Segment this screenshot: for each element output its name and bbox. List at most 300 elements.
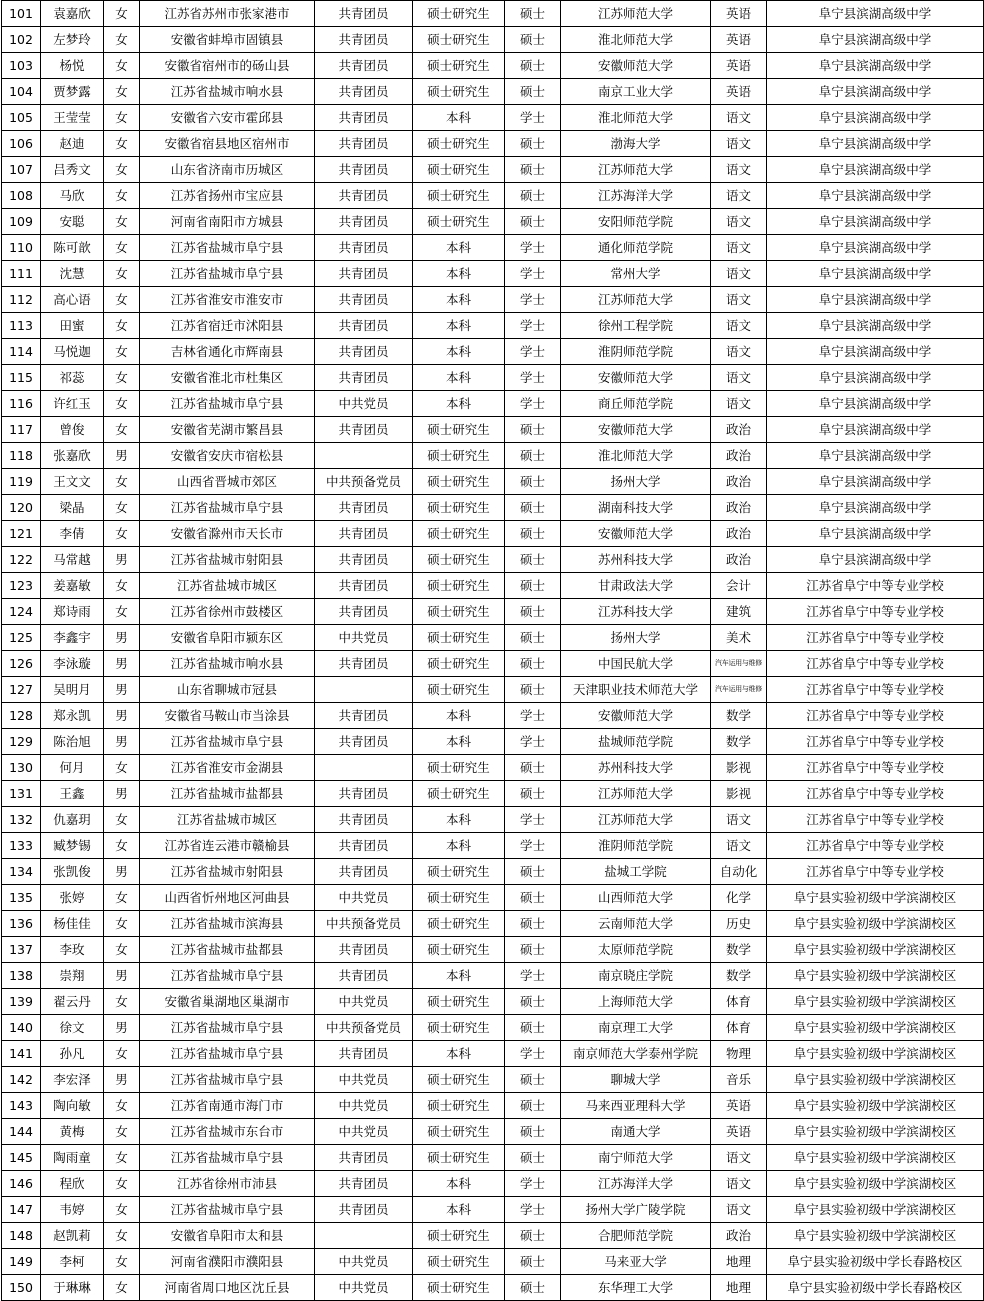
name-cell: 王莹莹	[41, 105, 104, 131]
subject-cell: 体育	[711, 989, 767, 1015]
education-cell: 硕士研究生	[413, 911, 505, 937]
university-cell: 安徽师范大学	[561, 521, 711, 547]
education-cell: 硕士研究生	[413, 781, 505, 807]
subject-cell: 语文	[711, 807, 767, 833]
name-cell: 袁嘉欣	[41, 1, 104, 27]
gender-cell: 男	[104, 703, 140, 729]
degree-cell: 硕士	[505, 625, 561, 651]
name-cell: 孙凡	[41, 1041, 104, 1067]
row-number: 118	[2, 443, 41, 469]
political-status-cell: 共青团员	[315, 1, 413, 27]
row-number: 133	[2, 833, 41, 859]
school-cell: 阜宁县实验初级中学长春路校区	[767, 1275, 984, 1301]
table-row	[2, 911, 984, 937]
university-cell: 太原师范学院	[561, 937, 711, 963]
education-cell: 本科	[413, 1171, 505, 1197]
university-cell: 东华理工大学	[561, 1275, 711, 1301]
education-cell: 硕士研究生	[413, 157, 505, 183]
university-cell: 扬州大学	[561, 469, 711, 495]
school-cell: 阜宁县滨湖高级中学	[767, 157, 984, 183]
name-cell: 吴明月	[41, 677, 104, 703]
origin-cell: 江苏省盐城市阜宁县	[140, 235, 315, 261]
subject-cell: 数学	[711, 963, 767, 989]
degree-cell: 硕士	[505, 209, 561, 235]
row-number: 146	[2, 1171, 41, 1197]
school-cell: 江苏省阜宁中等专业学校	[767, 833, 984, 859]
school-cell: 阜宁县滨湖高级中学	[767, 105, 984, 131]
table-row	[2, 1249, 984, 1275]
name-cell: 郑永凯	[41, 703, 104, 729]
subject-cell: 政治	[711, 547, 767, 573]
roster-body	[2, 1, 984, 1301]
origin-cell: 河南省南阳市方城县	[140, 209, 315, 235]
row-number: 109	[2, 209, 41, 235]
table-row	[2, 963, 984, 989]
political-status-cell: 共青团员	[315, 27, 413, 53]
origin-cell: 江苏省徐州市沛县	[140, 1171, 315, 1197]
political-status-cell: 共青团员	[315, 1145, 413, 1171]
school-cell: 阜宁县滨湖高级中学	[767, 521, 984, 547]
political-status-cell: 中共党员	[315, 885, 413, 911]
political-status-cell: 共青团员	[315, 209, 413, 235]
subject-cell: 语文	[711, 313, 767, 339]
table-row	[2, 989, 984, 1015]
gender-cell: 女	[104, 911, 140, 937]
school-cell: 江苏省阜宁中等专业学校	[767, 755, 984, 781]
education-cell: 硕士研究生	[413, 131, 505, 157]
gender-cell: 男	[104, 547, 140, 573]
university-cell: 安阳师范学院	[561, 209, 711, 235]
origin-cell: 安徽省安庆市宿松县	[140, 443, 315, 469]
political-status-cell: 共青团员	[315, 651, 413, 677]
row-number: 125	[2, 625, 41, 651]
origin-cell: 河南省濮阳市濮阳县	[140, 1249, 315, 1275]
education-cell: 硕士研究生	[413, 1275, 505, 1301]
row-number: 142	[2, 1067, 41, 1093]
table-row	[2, 1, 984, 27]
school-cell: 阜宁县滨湖高级中学	[767, 495, 984, 521]
gender-cell: 女	[104, 131, 140, 157]
degree-cell: 硕士	[505, 1223, 561, 1249]
gender-cell: 女	[104, 365, 140, 391]
degree-cell: 学士	[505, 1171, 561, 1197]
name-cell: 左梦玲	[41, 27, 104, 53]
origin-cell: 江苏省南通市海门市	[140, 1093, 315, 1119]
name-cell: 沈慧	[41, 261, 104, 287]
subject-cell: 英语	[711, 1093, 767, 1119]
gender-cell: 女	[104, 261, 140, 287]
origin-cell: 江苏省盐城市盐都县	[140, 781, 315, 807]
degree-cell: 学士	[505, 313, 561, 339]
school-cell: 阜宁县实验初级中学滨湖校区	[767, 1119, 984, 1145]
row-number: 139	[2, 989, 41, 1015]
table-row	[2, 1015, 984, 1041]
political-status-cell: 共青团员	[315, 131, 413, 157]
table-row	[2, 599, 984, 625]
subject-cell: 语文	[711, 833, 767, 859]
school-cell: 江苏省阜宁中等专业学校	[767, 781, 984, 807]
origin-cell: 江苏省扬州市宝应县	[140, 183, 315, 209]
table-row	[2, 547, 984, 573]
table-row	[2, 703, 984, 729]
school-cell: 江苏省阜宁中等专业学校	[767, 651, 984, 677]
subject-cell: 政治	[711, 417, 767, 443]
gender-cell: 女	[104, 53, 140, 79]
degree-cell: 学士	[505, 105, 561, 131]
degree-cell: 硕士	[505, 1145, 561, 1171]
subject-cell: 政治	[711, 521, 767, 547]
origin-cell: 江苏省盐城市阜宁县	[140, 1197, 315, 1223]
gender-cell: 女	[104, 755, 140, 781]
school-cell: 阜宁县实验初级中学滨湖校区	[767, 963, 984, 989]
origin-cell: 江苏省盐城市阜宁县	[140, 1015, 315, 1041]
name-cell: 安聪	[41, 209, 104, 235]
table-row	[2, 1275, 984, 1301]
table-row	[2, 833, 984, 859]
row-number: 106	[2, 131, 41, 157]
name-cell: 马悦迦	[41, 339, 104, 365]
university-cell: 扬州大学广陵学院	[561, 1197, 711, 1223]
origin-cell: 山东省聊城市冠县	[140, 677, 315, 703]
education-cell: 本科	[413, 963, 505, 989]
political-status-cell: 中共预备党员	[315, 1015, 413, 1041]
university-cell: 南通大学	[561, 1119, 711, 1145]
political-status-cell: 共青团员	[315, 937, 413, 963]
name-cell: 张嘉欣	[41, 443, 104, 469]
degree-cell: 硕士	[505, 677, 561, 703]
school-cell: 江苏省阜宁中等专业学校	[767, 625, 984, 651]
political-status-cell: 共青团员	[315, 1041, 413, 1067]
political-status-cell: 共青团员	[315, 807, 413, 833]
row-number: 123	[2, 573, 41, 599]
row-number: 143	[2, 1093, 41, 1119]
education-cell: 硕士研究生	[413, 651, 505, 677]
name-cell: 李倩	[41, 521, 104, 547]
origin-cell: 江苏省连云港市赣榆县	[140, 833, 315, 859]
row-number: 121	[2, 521, 41, 547]
degree-cell: 硕士	[505, 547, 561, 573]
education-cell: 本科	[413, 391, 505, 417]
subject-cell: 语文	[711, 235, 767, 261]
school-cell: 阜宁县实验初级中学滨湖校区	[767, 911, 984, 937]
education-cell: 硕士研究生	[413, 1223, 505, 1249]
political-status-cell: 共青团员	[315, 339, 413, 365]
table-row	[2, 495, 984, 521]
origin-cell: 江苏省盐城市阜宁县	[140, 261, 315, 287]
school-cell: 阜宁县实验初级中学滨湖校区	[767, 1041, 984, 1067]
political-status-cell: 共青团员	[315, 235, 413, 261]
school-cell: 阜宁县实验初级中学滨湖校区	[767, 1223, 984, 1249]
roster-table	[1, 0, 984, 1301]
subject-cell: 政治	[711, 469, 767, 495]
name-cell: 黄梅	[41, 1119, 104, 1145]
row-number: 148	[2, 1223, 41, 1249]
degree-cell: 硕士	[505, 183, 561, 209]
school-cell: 江苏省阜宁中等专业学校	[767, 807, 984, 833]
row-number: 149	[2, 1249, 41, 1275]
row-number: 110	[2, 235, 41, 261]
school-cell: 阜宁县滨湖高级中学	[767, 443, 984, 469]
name-cell: 祁蕊	[41, 365, 104, 391]
origin-cell: 安徽省巢湖地区巢湖市	[140, 989, 315, 1015]
gender-cell: 男	[104, 729, 140, 755]
table-row	[2, 79, 984, 105]
degree-cell: 学士	[505, 339, 561, 365]
row-number: 124	[2, 599, 41, 625]
political-status-cell: 共青团员	[315, 859, 413, 885]
row-number: 144	[2, 1119, 41, 1145]
school-cell: 阜宁县滨湖高级中学	[767, 209, 984, 235]
university-cell: 山西师范大学	[561, 885, 711, 911]
political-status-cell: 中共党员	[315, 1119, 413, 1145]
school-cell: 阜宁县实验初级中学滨湖校区	[767, 1197, 984, 1223]
university-cell: 湖南科技大学	[561, 495, 711, 521]
university-cell: 商丘师范学院	[561, 391, 711, 417]
table-row	[2, 885, 984, 911]
subject-cell: 语文	[711, 1197, 767, 1223]
subject-cell: 语文	[711, 1145, 767, 1171]
row-number: 129	[2, 729, 41, 755]
education-cell: 硕士研究生	[413, 885, 505, 911]
education-cell: 本科	[413, 339, 505, 365]
table-row	[2, 443, 984, 469]
degree-cell: 学士	[505, 365, 561, 391]
degree-cell: 硕士	[505, 79, 561, 105]
gender-cell: 女	[104, 1093, 140, 1119]
school-cell: 阜宁县实验初级中学滨湖校区	[767, 937, 984, 963]
origin-cell: 江苏省盐城市射阳县	[140, 547, 315, 573]
degree-cell: 硕士	[505, 131, 561, 157]
education-cell: 硕士研究生	[413, 937, 505, 963]
table-row	[2, 1067, 984, 1093]
education-cell: 硕士研究生	[413, 443, 505, 469]
name-cell: 田蜜	[41, 313, 104, 339]
subject-cell: 语文	[711, 209, 767, 235]
education-cell: 硕士研究生	[413, 417, 505, 443]
table-row	[2, 807, 984, 833]
subject-cell: 英语	[711, 1119, 767, 1145]
row-number: 135	[2, 885, 41, 911]
education-cell: 本科	[413, 313, 505, 339]
origin-cell: 山东省济南市历城区	[140, 157, 315, 183]
university-cell: 江苏师范大学	[561, 287, 711, 313]
degree-cell: 学士	[505, 807, 561, 833]
university-cell: 江苏师范大学	[561, 1, 711, 27]
university-cell: 江苏科技大学	[561, 599, 711, 625]
table-row	[2, 1119, 984, 1145]
row-number: 111	[2, 261, 41, 287]
degree-cell: 硕士	[505, 469, 561, 495]
university-cell: 安徽师范大学	[561, 365, 711, 391]
school-cell: 江苏省阜宁中等专业学校	[767, 729, 984, 755]
origin-cell: 江苏省盐城市城区	[140, 807, 315, 833]
table-row	[2, 1223, 984, 1249]
subject-cell: 政治	[711, 443, 767, 469]
subject-cell: 建筑	[711, 599, 767, 625]
name-cell: 贾梦露	[41, 79, 104, 105]
gender-cell: 女	[104, 1223, 140, 1249]
gender-cell: 女	[104, 313, 140, 339]
table-row	[2, 1145, 984, 1171]
degree-cell: 学士	[505, 833, 561, 859]
degree-cell: 学士	[505, 729, 561, 755]
gender-cell: 女	[104, 183, 140, 209]
education-cell: 本科	[413, 807, 505, 833]
name-cell: 陈治旭	[41, 729, 104, 755]
subject-cell: 数学	[711, 937, 767, 963]
row-number: 116	[2, 391, 41, 417]
table-row	[2, 105, 984, 131]
row-number: 130	[2, 755, 41, 781]
school-cell: 阜宁县滨湖高级中学	[767, 27, 984, 53]
origin-cell: 安徽省蚌埠市固镇县	[140, 27, 315, 53]
political-status-cell: 共青团员	[315, 729, 413, 755]
school-cell: 江苏省阜宁中等专业学校	[767, 859, 984, 885]
name-cell: 李玫	[41, 937, 104, 963]
education-cell: 本科	[413, 235, 505, 261]
political-status-cell: 中共党员	[315, 1275, 413, 1301]
degree-cell: 硕士	[505, 27, 561, 53]
table-row	[2, 781, 984, 807]
row-number: 114	[2, 339, 41, 365]
political-status-cell: 共青团员	[315, 365, 413, 391]
gender-cell: 女	[104, 27, 140, 53]
university-cell: 淮阴师范学院	[561, 339, 711, 365]
origin-cell: 江苏省盐城市射阳县	[140, 859, 315, 885]
origin-cell: 山西省晋城市郊区	[140, 469, 315, 495]
name-cell: 陈可歆	[41, 235, 104, 261]
school-cell: 阜宁县滨湖高级中学	[767, 313, 984, 339]
row-number: 115	[2, 365, 41, 391]
political-status-cell: 共青团员	[315, 703, 413, 729]
row-number: 126	[2, 651, 41, 677]
education-cell: 硕士研究生	[413, 573, 505, 599]
row-number: 120	[2, 495, 41, 521]
school-cell: 阜宁县实验初级中学滨湖校区	[767, 885, 984, 911]
table-row	[2, 469, 984, 495]
origin-cell: 安徽省马鞍山市当涂县	[140, 703, 315, 729]
subject-cell: 音乐	[711, 1067, 767, 1093]
education-cell: 硕士研究生	[413, 469, 505, 495]
subject-cell: 政治	[711, 495, 767, 521]
university-cell: 安徽师范大学	[561, 53, 711, 79]
education-cell: 本科	[413, 287, 505, 313]
political-status-cell: 中共预备党员	[315, 469, 413, 495]
origin-cell: 江苏省盐城市阜宁县	[140, 1067, 315, 1093]
education-cell: 硕士研究生	[413, 521, 505, 547]
university-cell: 上海师范大学	[561, 989, 711, 1015]
school-cell: 阜宁县实验初级中学滨湖校区	[767, 989, 984, 1015]
origin-cell: 安徽省六安市霍邱县	[140, 105, 315, 131]
origin-cell: 安徽省宿州市的砀山县	[140, 53, 315, 79]
school-cell: 阜宁县实验初级中学长春路校区	[767, 1249, 984, 1275]
table-row	[2, 1041, 984, 1067]
degree-cell: 硕士	[505, 885, 561, 911]
education-cell: 本科	[413, 729, 505, 755]
subject-cell: 地理	[711, 1275, 767, 1301]
row-number: 128	[2, 703, 41, 729]
name-cell: 陶向敏	[41, 1093, 104, 1119]
education-cell: 硕士研究生	[413, 625, 505, 651]
subject-cell: 语文	[711, 391, 767, 417]
education-cell: 硕士研究生	[413, 209, 505, 235]
row-number: 140	[2, 1015, 41, 1041]
university-cell: 南京晓庄学院	[561, 963, 711, 989]
education-cell: 硕士研究生	[413, 989, 505, 1015]
education-cell: 硕士研究生	[413, 79, 505, 105]
gender-cell: 女	[104, 1145, 140, 1171]
degree-cell: 硕士	[505, 157, 561, 183]
row-number: 134	[2, 859, 41, 885]
education-cell: 本科	[413, 365, 505, 391]
political-status-cell: 共青团员	[315, 157, 413, 183]
university-cell: 马来亚大学	[561, 1249, 711, 1275]
degree-cell: 硕士	[505, 911, 561, 937]
row-number: 131	[2, 781, 41, 807]
university-cell: 盐城工学院	[561, 859, 711, 885]
origin-cell: 安徽省宿县地区宿州市	[140, 131, 315, 157]
table-row	[2, 261, 984, 287]
row-number: 112	[2, 287, 41, 313]
name-cell: 杨悦	[41, 53, 104, 79]
university-cell: 徐州工程学院	[561, 313, 711, 339]
name-cell: 仇嘉玥	[41, 807, 104, 833]
table-row	[2, 27, 984, 53]
name-cell: 韦婷	[41, 1197, 104, 1223]
gender-cell: 女	[104, 1275, 140, 1301]
subject-cell: 语文	[711, 131, 767, 157]
education-cell: 硕士研究生	[413, 859, 505, 885]
university-cell: 中国民航大学	[561, 651, 711, 677]
row-number: 122	[2, 547, 41, 573]
degree-cell: 硕士	[505, 443, 561, 469]
subject-cell: 语文	[711, 339, 767, 365]
row-number: 136	[2, 911, 41, 937]
degree-cell: 硕士	[505, 937, 561, 963]
name-cell: 李泳璇	[41, 651, 104, 677]
gender-cell: 男	[104, 1015, 140, 1041]
degree-cell: 硕士	[505, 781, 561, 807]
education-cell: 硕士研究生	[413, 27, 505, 53]
subject-cell: 语文	[711, 365, 767, 391]
school-cell: 阜宁县滨湖高级中学	[767, 261, 984, 287]
origin-cell: 江苏省盐城市阜宁县	[140, 495, 315, 521]
name-cell: 王文文	[41, 469, 104, 495]
degree-cell: 硕士	[505, 599, 561, 625]
education-cell: 硕士研究生	[413, 1145, 505, 1171]
row-number: 145	[2, 1145, 41, 1171]
university-cell: 江苏师范大学	[561, 807, 711, 833]
name-cell: 赵凯莉	[41, 1223, 104, 1249]
university-cell: 江苏师范大学	[561, 781, 711, 807]
school-cell: 阜宁县滨湖高级中学	[767, 183, 984, 209]
origin-cell: 江苏省淮安市金湖县	[140, 755, 315, 781]
name-cell: 吕秀文	[41, 157, 104, 183]
gender-cell: 女	[104, 339, 140, 365]
political-status-cell: 共青团员	[315, 521, 413, 547]
table-row	[2, 313, 984, 339]
subject-cell: 语文	[711, 105, 767, 131]
school-cell: 阜宁县滨湖高级中学	[767, 79, 984, 105]
gender-cell: 男	[104, 677, 140, 703]
table-row	[2, 1093, 984, 1119]
university-cell: 南京理工大学	[561, 1015, 711, 1041]
university-cell: 天津职业技术师范大学	[561, 677, 711, 703]
subject-cell: 数学	[711, 703, 767, 729]
subject-cell: 地理	[711, 1249, 767, 1275]
political-status-cell: 中共预备党员	[315, 911, 413, 937]
origin-cell: 江苏省盐城市响水县	[140, 79, 315, 105]
